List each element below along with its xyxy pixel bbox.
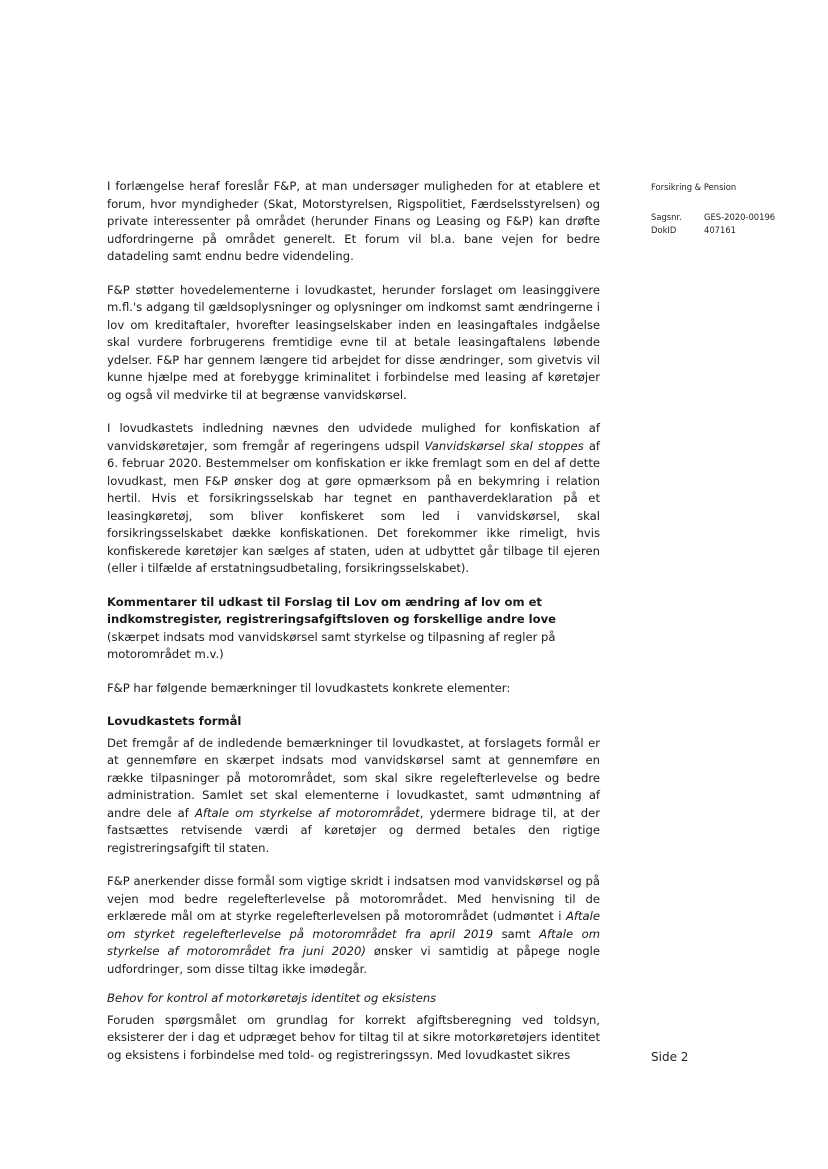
case-number-value: GES-2020-00196 (704, 212, 776, 222)
doc-id-value: 407161 (704, 225, 736, 235)
case-number-label: Sagsnr. (651, 212, 682, 222)
paragraph-support: F&P støtter hovedelementerne i lovudkastet, herunder forslaget om leasinggivere m.fl.'s adgang til gældsoplysninger og oplysninger om indkomst samt ændringerne i lov om kreditaftaler, hvorefter leasingselskaber inden en leasingaftales indgåelse skal vurdere forbrugerens fremtidige evne til at betale leasingaftalens løbende ydelser. F&P har gennem længere tid arbejdet for disse ændringer, som givetvis vil kunne hjælpe med at forebygge kriminalitet i forbindelse med leasing af køretøjer og også vil medvirke til at begrænse vanvidskørsel. (107, 282, 600, 402)
org-name: Forsikring & Pension (651, 182, 737, 192)
section-heading-identity: Behov for kontrol af motorkøretøjs identitet og eksistens (107, 991, 437, 1005)
doc-id-row (651, 224, 801, 237)
paragraph-confiscation: I lovudkastets indledning nævnes den udvidede mulighed for konfiskation af vanvidskøretøjer, som fremgår af regeringens udspil Vanvidskørsel skal stoppes af 6. februar 2020. Bestemmelser om konfiskation er ikke fremlagt som en del af dette lovudkast, men F&P ønsker dog at gøre opmærksom på en bekymring i relation hertil. Hvis et forsikringsselskab har tegnet en panthaverdeklaration på et leasingkøretøj, som bliver konfiskeret som led i vanvidskørsel, skal forsikringsselskabet dække konfiskationen. Det forekommer ikke rimeligt, hvis konfiskerede køretøjer kan sælges af staten, uden at udbyttet går tilbage til ejeren (eller i tilfælde af erstatningsudbetaling, forsikringsselskabet). (107, 421, 601, 575)
paragraph-forum: I forlængelse heraf foreslår F&P, at man undersøger muligheden for at etablere et forum, hvor myndigheder (Skat, Motorstyrelsen, Rigspolitiet, Færdselsstyrelsen) og private interessenter på området (herunder Finans og Leasing og F&P) kan drøfte udfordringerne på området generelt. Et forum vil bl.a. bane vejen for bedre datadeling samt endnu bedre videndeling. (107, 179, 600, 263)
doc-id-label: DokID (651, 225, 677, 235)
case-number-row (651, 211, 801, 224)
paragraph-purpose: Det fremgår af de indledende bemærkninger til lovudkastet, at forslagets formål er at gennemføre en skærpet indsats mod vanvidskørsel samt at gennemføre en række tilpasninger på motorområdet, som skal sikre regelefterlevelse og bedre administration. Samlet set skal elementerne i lovudkastet, samt udmøntning af andre dele af Aftale om styrkelse af motorområdet, ydermere bidrage til, at der fastsættes retvisende værdi af køretøjer og dermed betales den rigtige registreringsafgift til staten. (107, 735, 600, 855)
paragraph-comments-heading: Kommentarer til udkast til Forslag til Lov om ændring af lov om et indkomstregister, registreringsafgiftsloven og forskellige andre love (skærpet indsats mod vanvidskørsel samt styrkelse og tilpasning af regler på motorområdet m.v.) (107, 594, 556, 661)
page-number: Side 2 (651, 1050, 689, 1064)
paragraph-acknowledge: F&P anerkender disse formål som vigtige skridt i indsatsen mod vanvidskørsel og på vejen mod bedre regelefterlevelse på motorområdet. Med henvisning til de erklærede mål om at styrke regelefterlevelsen på motorområdet (udmøntet i Aftale om styrket regelefterlevelse på motorområdet fra april 2019 samt Aftale om styrkelse af motorområdet fra juni 2020) ønsker vi samtidig at påpege nogle udfordringer, som disse tiltag ikke imødegår. (107, 874, 600, 976)
paragraph-identity: Foruden spørgsmålet om grundlag for korrekt afgiftsberegning ved toldsyn, eksisterer der i dag et udpræget behov for tiltag til at sikre motorkøretøjers identitet og eksistens i forbindelse med told- og registreringssyn. Med lovudkastet sikres (107, 1012, 600, 1062)
section-heading-purpose: Lovudkastets formål (107, 714, 242, 728)
document-body (107, 178, 600, 1064)
sidebar-metadata (651, 181, 801, 237)
paragraph-remarks-intro: F&P har følgende bemærkninger til lovudkastets konkrete elementer: (107, 680, 511, 695)
